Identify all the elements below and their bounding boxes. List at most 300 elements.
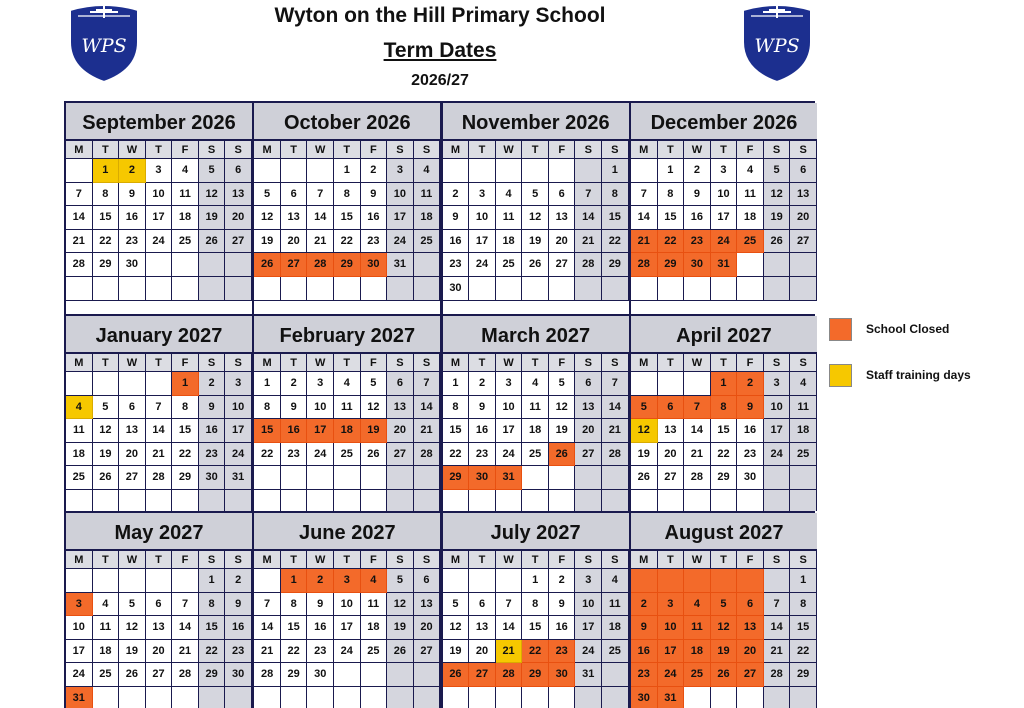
day-cell: 13 — [414, 593, 441, 617]
day-cell: 25 — [334, 443, 361, 467]
weekday-label: W — [119, 354, 146, 372]
empty-day-cell — [469, 277, 496, 301]
empty-day-cell — [658, 490, 685, 511]
day-cell: 18 — [496, 230, 523, 254]
weekday-label: F — [549, 551, 576, 569]
day-cell: 17 — [469, 230, 496, 254]
day-cell: 2 — [684, 159, 711, 183]
empty-day-cell — [361, 663, 388, 687]
day-cell: 10 — [764, 396, 791, 420]
empty-day-cell — [658, 372, 685, 396]
month-block — [443, 513, 629, 708]
empty-day-cell — [631, 277, 658, 301]
school-name: Wyton on the Hill Primary School — [274, 4, 606, 27]
day-cell: 1 — [443, 372, 470, 396]
week-row — [443, 443, 629, 467]
day-cell: 27 — [119, 466, 146, 490]
week-row — [254, 569, 440, 593]
day-cell: 6 — [414, 569, 441, 593]
weekday-label: F — [549, 354, 576, 372]
day-cell: 8 — [602, 183, 629, 207]
day-cell: 11 — [361, 593, 388, 617]
day-cell: 10 — [146, 183, 173, 207]
week-row — [443, 419, 629, 443]
day-cell: 11 — [93, 616, 120, 640]
week-row — [254, 640, 440, 664]
weekday-label: T — [711, 551, 738, 569]
day-cell: 10 — [307, 396, 334, 420]
day-cell: 19 — [549, 419, 576, 443]
weekday-label: F — [737, 141, 764, 159]
day-cell: 24 — [711, 230, 738, 254]
weekday-label: S — [575, 551, 602, 569]
day-cell: 18 — [361, 616, 388, 640]
day-cell: 18 — [414, 206, 441, 230]
day-cell: 23 — [469, 443, 496, 467]
empty-day-cell — [361, 490, 388, 511]
empty-day-cell — [225, 277, 252, 301]
empty-day-cell — [469, 687, 496, 708]
weekday-label: S — [387, 551, 414, 569]
day-cell: 22 — [281, 640, 308, 664]
empty-day-cell — [414, 490, 441, 511]
empty-day-cell — [684, 687, 711, 708]
day-cell: 22 — [658, 230, 685, 254]
day-cell: 5 — [764, 159, 791, 183]
empty-day-cell — [172, 687, 199, 708]
day-cell: 15 — [522, 616, 549, 640]
day-cell: 28 — [764, 663, 791, 687]
day-cell: 9 — [281, 396, 308, 420]
day-cell: 15 — [199, 616, 226, 640]
day-cell: 19 — [199, 206, 226, 230]
school-crest-right — [737, 2, 817, 84]
day-cell: 7 — [146, 396, 173, 420]
weekday-label: M — [631, 551, 658, 569]
empty-day-cell — [254, 277, 281, 301]
day-cell: 22 — [711, 443, 738, 467]
day-cell: 23 — [307, 640, 334, 664]
day-cell: 27 — [469, 663, 496, 687]
day-cell: 11 — [414, 183, 441, 207]
month-block — [254, 316, 440, 511]
month-title: July 2027 — [443, 513, 629, 551]
week-row — [66, 443, 252, 467]
day-cell: 31 — [496, 466, 523, 490]
day-cell: 15 — [443, 419, 470, 443]
day-cell: 31 — [66, 687, 93, 708]
day-cell: 14 — [146, 419, 173, 443]
week-row — [254, 277, 440, 301]
weekday-label: W — [496, 551, 523, 569]
day-cell: 6 — [281, 183, 308, 207]
weekday-header-row — [66, 141, 252, 159]
empty-day-cell — [414, 663, 441, 687]
day-cell: 2 — [119, 159, 146, 183]
empty-day-cell — [631, 490, 658, 511]
day-cell: 26 — [254, 253, 281, 277]
month-title: February 2027 — [254, 316, 440, 354]
day-cell: 16 — [281, 419, 308, 443]
day-cell: 19 — [764, 206, 791, 230]
empty-day-cell — [334, 490, 361, 511]
empty-day-cell — [146, 372, 173, 396]
day-cell: 6 — [575, 372, 602, 396]
weekday-label: T — [658, 141, 685, 159]
empty-day-cell — [711, 687, 738, 708]
day-cell: 30 — [443, 277, 470, 301]
day-cell: 23 — [631, 663, 658, 687]
empty-day-cell — [387, 663, 414, 687]
empty-day-cell — [631, 372, 658, 396]
day-cell: 1 — [254, 372, 281, 396]
day-cell: 15 — [602, 206, 629, 230]
day-cell: 26 — [549, 443, 576, 467]
day-cell: 4 — [66, 396, 93, 420]
day-cell: 20 — [119, 443, 146, 467]
legend-swatch-training — [829, 364, 852, 387]
day-cell: 26 — [711, 663, 738, 687]
week-row — [254, 616, 440, 640]
weekday-label: S — [764, 354, 791, 372]
day-cell: 10 — [658, 616, 685, 640]
day-cell: 23 — [361, 230, 388, 254]
day-cell: 12 — [522, 206, 549, 230]
month-block — [254, 513, 440, 708]
week-row — [631, 396, 817, 420]
week-row — [66, 640, 252, 664]
weekday-label: S — [387, 141, 414, 159]
day-cell: 20 — [658, 443, 685, 467]
weekday-label: F — [172, 141, 199, 159]
weekday-label: W — [307, 141, 334, 159]
week-row — [631, 569, 817, 593]
weekday-label: S — [790, 551, 817, 569]
day-cell: 18 — [66, 443, 93, 467]
weekday-header-row — [254, 354, 440, 372]
day-cell: 27 — [658, 466, 685, 490]
month-title: November 2026 — [443, 103, 629, 141]
day-cell: 20 — [146, 640, 173, 664]
empty-day-cell — [764, 687, 791, 708]
day-cell: 7 — [575, 183, 602, 207]
day-cell: 17 — [307, 419, 334, 443]
day-cell: 7 — [684, 396, 711, 420]
day-cell: 14 — [602, 396, 629, 420]
week-row — [66, 593, 252, 617]
weekday-label: T — [146, 354, 173, 372]
day-cell: 10 — [66, 616, 93, 640]
empty-day-cell — [631, 569, 658, 593]
day-cell: 18 — [334, 419, 361, 443]
day-cell: 8 — [790, 593, 817, 617]
week-row — [66, 277, 252, 301]
day-cell: 26 — [522, 253, 549, 277]
month-block — [254, 103, 440, 314]
day-cell: 23 — [549, 640, 576, 664]
day-cell: 13 — [119, 419, 146, 443]
day-cell: 18 — [522, 419, 549, 443]
week-row — [66, 230, 252, 254]
day-cell: 24 — [575, 640, 602, 664]
day-cell: 6 — [146, 593, 173, 617]
day-cell: 13 — [658, 419, 685, 443]
crest-letters: WPS — [754, 35, 800, 57]
day-cell: 30 — [549, 663, 576, 687]
empty-day-cell — [119, 372, 146, 396]
weekday-label: S — [790, 141, 817, 159]
day-cell: 29 — [172, 466, 199, 490]
empty-day-cell — [307, 490, 334, 511]
day-cell: 29 — [281, 663, 308, 687]
day-cell: 12 — [93, 419, 120, 443]
day-cell: 10 — [575, 593, 602, 617]
empty-day-cell — [93, 490, 120, 511]
day-cell: 1 — [602, 159, 629, 183]
week-row — [443, 466, 629, 490]
day-cell: 19 — [522, 230, 549, 254]
weekday-label: F — [361, 551, 388, 569]
weekday-label: T — [281, 354, 308, 372]
day-cell: 4 — [172, 159, 199, 183]
week-row — [254, 159, 440, 183]
day-cell: 14 — [575, 206, 602, 230]
empty-day-cell — [496, 687, 523, 708]
empty-day-cell — [225, 490, 252, 511]
day-cell: 9 — [631, 616, 658, 640]
day-cell: 25 — [602, 640, 629, 664]
weekday-label: S — [199, 551, 226, 569]
weekday-label: F — [361, 141, 388, 159]
weekday-label: T — [522, 141, 549, 159]
day-cell: 20 — [387, 419, 414, 443]
month-title: August 2027 — [631, 513, 817, 551]
week-row — [66, 183, 252, 207]
day-cell: 28 — [66, 253, 93, 277]
week-row — [66, 419, 252, 443]
day-cell: 2 — [443, 183, 470, 207]
day-cell: 9 — [443, 206, 470, 230]
empty-day-cell — [575, 277, 602, 301]
week-row — [66, 663, 252, 687]
day-cell: 1 — [790, 569, 817, 593]
empty-day-cell — [387, 466, 414, 490]
academic-year: 2026/27 — [411, 72, 469, 89]
empty-day-cell — [172, 490, 199, 511]
day-cell: 10 — [711, 183, 738, 207]
day-cell: 17 — [146, 206, 173, 230]
day-cell: 29 — [522, 663, 549, 687]
day-cell: 5 — [254, 183, 281, 207]
empty-day-cell — [66, 277, 93, 301]
empty-day-cell — [119, 277, 146, 301]
week-row — [443, 253, 629, 277]
day-cell: 1 — [658, 159, 685, 183]
weekday-label: T — [469, 141, 496, 159]
month-block — [631, 316, 817, 511]
week-row — [443, 490, 629, 511]
day-cell: 2 — [469, 372, 496, 396]
day-cell: 8 — [711, 396, 738, 420]
day-cell: 30 — [225, 663, 252, 687]
day-cell: 9 — [307, 593, 334, 617]
empty-day-cell — [146, 687, 173, 708]
day-cell: 13 — [225, 183, 252, 207]
day-cell: 8 — [443, 396, 470, 420]
empty-day-cell — [254, 159, 281, 183]
day-cell: 24 — [658, 663, 685, 687]
day-cell: 9 — [549, 593, 576, 617]
empty-day-cell — [199, 253, 226, 277]
day-cell: 25 — [172, 230, 199, 254]
empty-day-cell — [575, 687, 602, 708]
day-cell: 22 — [602, 230, 629, 254]
weekday-label: T — [146, 551, 173, 569]
day-cell: 3 — [658, 593, 685, 617]
day-cell: 7 — [254, 593, 281, 617]
day-cell: 29 — [334, 253, 361, 277]
week-row — [66, 372, 252, 396]
empty-day-cell — [281, 490, 308, 511]
week-row — [254, 183, 440, 207]
day-cell: 25 — [93, 663, 120, 687]
weekday-header-row — [443, 551, 629, 569]
empty-day-cell — [307, 466, 334, 490]
empty-day-cell — [361, 687, 388, 708]
day-cell: 21 — [172, 640, 199, 664]
month-block — [66, 513, 252, 708]
week-row — [66, 253, 252, 277]
weekday-label: M — [443, 354, 470, 372]
day-cell: 20 — [225, 206, 252, 230]
day-cell: 30 — [737, 466, 764, 490]
week-row — [254, 396, 440, 420]
day-cell: 15 — [334, 206, 361, 230]
empty-day-cell — [549, 277, 576, 301]
empty-day-cell — [172, 569, 199, 593]
day-cell: 27 — [575, 443, 602, 467]
week-row — [254, 206, 440, 230]
day-cell: 13 — [469, 616, 496, 640]
day-cell: 30 — [684, 253, 711, 277]
legend-item-closed — [829, 318, 976, 341]
day-cell: 1 — [199, 569, 226, 593]
empty-day-cell — [684, 277, 711, 301]
day-cell: 17 — [658, 640, 685, 664]
empty-day-cell — [93, 277, 120, 301]
day-cell: 30 — [631, 687, 658, 708]
day-cell: 16 — [199, 419, 226, 443]
empty-day-cell — [737, 687, 764, 708]
empty-day-cell — [737, 490, 764, 511]
weekday-label: M — [66, 354, 93, 372]
day-cell: 10 — [387, 183, 414, 207]
empty-day-cell — [496, 277, 523, 301]
week-row — [631, 490, 817, 511]
day-cell: 5 — [443, 593, 470, 617]
day-cell: 4 — [93, 593, 120, 617]
weekday-label: T — [334, 141, 361, 159]
day-cell: 13 — [737, 616, 764, 640]
empty-day-cell — [66, 569, 93, 593]
empty-day-cell — [119, 490, 146, 511]
empty-day-cell — [146, 490, 173, 511]
weekday-label: T — [658, 354, 685, 372]
day-cell: 4 — [684, 593, 711, 617]
weekday-label: S — [790, 354, 817, 372]
empty-day-cell — [254, 687, 281, 708]
day-cell: 2 — [631, 593, 658, 617]
weekday-label: M — [254, 354, 281, 372]
day-cell: 9 — [361, 183, 388, 207]
week-row — [631, 640, 817, 664]
day-cell: 12 — [254, 206, 281, 230]
day-cell: 4 — [602, 569, 629, 593]
empty-day-cell — [575, 466, 602, 490]
empty-day-cell — [334, 663, 361, 687]
day-cell: 8 — [334, 183, 361, 207]
day-cell: 20 — [790, 206, 817, 230]
day-cell: 21 — [764, 640, 791, 664]
crest-shield-icon — [737, 2, 817, 84]
day-cell: 27 — [549, 253, 576, 277]
day-cell: 28 — [254, 663, 281, 687]
empty-day-cell — [414, 466, 441, 490]
empty-day-cell — [281, 277, 308, 301]
empty-day-cell — [254, 490, 281, 511]
day-cell: 31 — [658, 687, 685, 708]
day-cell: 26 — [764, 230, 791, 254]
day-cell: 24 — [496, 443, 523, 467]
day-cell: 21 — [414, 419, 441, 443]
day-cell: 25 — [361, 640, 388, 664]
weekday-label: S — [602, 354, 629, 372]
weekday-label: S — [414, 551, 441, 569]
day-cell: 4 — [737, 159, 764, 183]
empty-day-cell — [199, 277, 226, 301]
day-cell: 30 — [199, 466, 226, 490]
day-cell: 11 — [684, 616, 711, 640]
week-row — [66, 159, 252, 183]
day-cell: 25 — [684, 663, 711, 687]
week-row — [443, 372, 629, 396]
weekday-label: M — [66, 141, 93, 159]
day-cell: 27 — [225, 230, 252, 254]
weekday-label: S — [602, 551, 629, 569]
empty-day-cell — [522, 687, 549, 708]
day-cell: 7 — [172, 593, 199, 617]
day-cell: 14 — [307, 206, 334, 230]
day-cell: 14 — [66, 206, 93, 230]
page-header — [0, 0, 1024, 100]
day-cell: 8 — [658, 183, 685, 207]
day-cell: 24 — [387, 230, 414, 254]
month-block — [443, 103, 629, 314]
day-cell: 17 — [575, 616, 602, 640]
week-row — [631, 419, 817, 443]
day-cell: 24 — [225, 443, 252, 467]
weekday-label: T — [281, 141, 308, 159]
empty-day-cell — [66, 159, 93, 183]
day-cell: 22 — [522, 640, 549, 664]
day-cell: 14 — [254, 616, 281, 640]
day-cell: 28 — [684, 466, 711, 490]
day-cell: 26 — [119, 663, 146, 687]
empty-day-cell — [602, 663, 629, 687]
day-cell: 14 — [172, 616, 199, 640]
day-cell: 20 — [414, 616, 441, 640]
day-cell: 16 — [361, 206, 388, 230]
